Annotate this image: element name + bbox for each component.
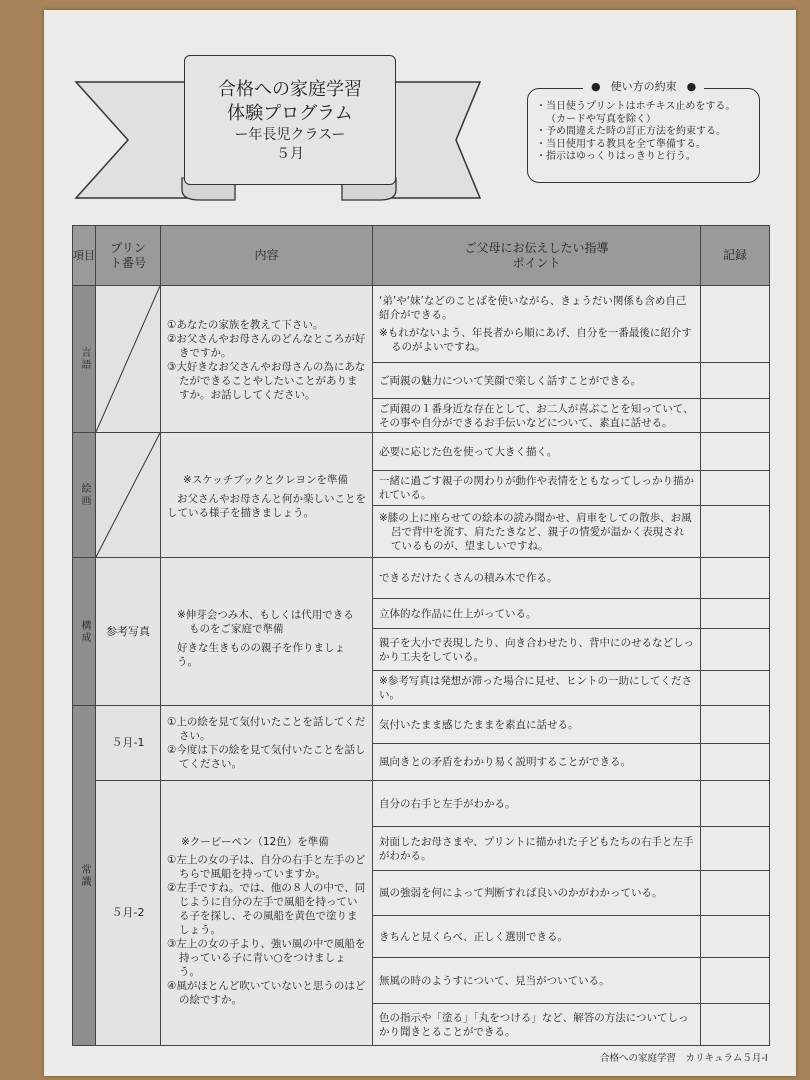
- record-cell[interactable]: [700, 557, 770, 599]
- print-no-drawing: [95, 432, 161, 558]
- content-item: ③大好きなお父さんやお母さんの為にあなたができることやしたいことがありますか。お話ししてください。: [167, 361, 366, 401]
- record-cell[interactable]: [700, 826, 770, 871]
- point-row: ご両親の魅力について笑顔で楽しく話すことができる。: [372, 362, 701, 399]
- record-cell[interactable]: [700, 780, 770, 827]
- point-text: ‘弟’や‘妹’などのことばを使いながら、きょうだい関係も含め自己紹介ができる。: [379, 295, 687, 321]
- content-item: ②お父さんやお母さんのどんなところが好きですか。: [167, 333, 366, 359]
- rule-item: （カードや写真を除く）: [546, 113, 656, 125]
- category-language: 言語: [72, 285, 96, 433]
- record-cell[interactable]: [700, 957, 770, 1004]
- title-line-3: ー年長児クラスー: [234, 126, 346, 143]
- record-cell[interactable]: [700, 870, 770, 916]
- record-cell[interactable]: [700, 362, 770, 399]
- point-row: 風の強弱を何によって判断すれば良いのかがわかっている。: [372, 870, 701, 916]
- point-row: 自分の右手と左手がわかる。: [372, 780, 701, 827]
- record-cell[interactable]: [700, 628, 770, 671]
- content-item: ①あなたの家族を教えて下さい。: [167, 319, 324, 331]
- point-row: 一緒に過ごす親子の関わりが動作や表情をともなってしっかり描かれている。: [372, 470, 701, 506]
- print-no-5-2: ５月-2: [95, 780, 161, 1046]
- category-common-sense: 常識: [72, 705, 96, 1046]
- print-no-5-1: ５月-1: [95, 705, 161, 781]
- record-cell[interactable]: [700, 705, 770, 744]
- point-row: 風向きとの矛盾をわかり易く説明することができる。: [372, 743, 701, 781]
- content-item: ③左上の女の子より、強い風の中で風船を持っている子に青い○をつけましょう。: [167, 938, 366, 978]
- record-cell[interactable]: [700, 670, 770, 706]
- page-footer: 合格への家庭学習 カリキュラム５月-Ⅰ: [600, 1053, 768, 1064]
- rule-item: ・当日使うプリントはホチキス止めをする。: [536, 101, 736, 112]
- point-row: 気付いたまま感じたままを素直に話せる。: [372, 705, 701, 744]
- point-row: 対面したお母さまや、プリントに描かれた子どもたちの右手と左手がわかる。: [372, 826, 701, 871]
- content-language: [160, 285, 373, 433]
- header-print-no: プリント番号: [95, 225, 161, 286]
- record-cell[interactable]: [700, 915, 770, 958]
- point-row: 親子を大小で表現したり、向き合わせたり、背中にのせるなどしっかり工夫をしている。: [372, 628, 701, 671]
- point-row: 色の指示や「塗る」「丸をつける」など、解答の方法についてしっかり聞きとることができる。: [372, 1003, 701, 1046]
- usage-rules-heading: [583, 81, 704, 94]
- content-5-2: [160, 780, 373, 1046]
- header-points: ご父母にお伝えしたい指導ポイント: [372, 225, 701, 286]
- content-drawing: [160, 432, 373, 558]
- preparation-note: ※伸芽会つみ木、もしくは代用できるものをご家庭で準備: [177, 609, 354, 635]
- header-category: 項目: [72, 225, 96, 286]
- bullet-icon: ●: [686, 80, 697, 93]
- rule-item: ・当日使用する教具を全て準備する。: [536, 138, 706, 150]
- record-cell[interactable]: [700, 398, 770, 433]
- header-content: 内容: [160, 225, 373, 286]
- content-item: ①上の絵を見て気付いたことを話してください。: [167, 716, 366, 742]
- content-item: お父さんやお母さんと何か楽しいことをしている様子を描きましょう。: [167, 493, 366, 519]
- print-no-construction: 参考写真: [95, 557, 161, 706]
- record-cell[interactable]: [700, 505, 770, 558]
- title-line-4: ５月: [276, 145, 304, 162]
- content-item: ②左手ですね。では、他の８人の中で、同じように自分の左手で風船を持っている子を探し、その風船を黄色で塗りましょう。: [167, 882, 366, 936]
- print-no-language: [95, 285, 161, 433]
- point-row: [372, 505, 701, 558]
- title-line-1: 合格への家庭学習: [218, 78, 362, 100]
- diagonal-slash: [96, 433, 161, 558]
- point-row: 立体的な作品に仕上がっている。: [372, 598, 701, 629]
- point-row: できるだけたくさんの積み木で作る。: [372, 557, 701, 599]
- point-row: 無風の時のようすについて、見当がついている。: [372, 957, 701, 1004]
- category-drawing: 絵画: [72, 432, 96, 558]
- usage-rules-title: 使い方の約束: [610, 80, 677, 93]
- diagonal-slash: [96, 286, 161, 433]
- record-cell[interactable]: [700, 598, 770, 629]
- point-row: 必要に応じた色を使って大きく描く。: [372, 432, 701, 471]
- point-note: ※膝の上に座らせての絵本の読み聞かせ、肩車をしての散歩、お風呂で背中を流す、肩たたきなど、親子の情愛が温かく表現されているものが、望ましいですね。: [379, 511, 692, 552]
- content-construction: [160, 557, 373, 706]
- category-construction: 構成: [72, 557, 96, 706]
- point-row: [372, 285, 701, 363]
- preparation-note: ※スケッチブックとクレヨンを準備: [183, 474, 349, 486]
- record-cell[interactable]: [700, 1003, 770, 1046]
- point-note: ※もれがないよう、年長者から順にあげ、自分を一番最後に紹介するのがよいですね。: [379, 327, 692, 353]
- content-item: ②今度は下の絵を見て気付いたことを話してください。: [167, 744, 366, 770]
- content-item: ④風がほとんど吹いていないと思うのはどの絵ですか。: [167, 980, 366, 1006]
- usage-rules-box: [527, 80, 760, 183]
- point-row: ご両親の１番身近な存在として、お二人が喜ぶことを知っていて、その事や自分ができるお手伝いなどについて、素直に話せる。: [372, 398, 701, 433]
- content-item: ①左上の女の子は、自分の右手と左手のどちらで風船を持っていますか。: [167, 854, 366, 880]
- record-cell[interactable]: [700, 285, 770, 363]
- point-row: きちんと見くらべ、正しく選別できる。: [372, 915, 701, 958]
- content-item: 好きな生きものの親子を作りましょう。: [177, 642, 345, 668]
- point-row: ※参考写真は発想が滞った場合に見せ、ヒントの一助にしてください。: [372, 670, 701, 706]
- record-cell[interactable]: [700, 743, 770, 781]
- title-banner: [184, 55, 396, 185]
- header-record: 記録: [700, 225, 770, 286]
- title-line-2: 体験プログラム: [227, 102, 353, 124]
- content-5-1: [160, 705, 373, 781]
- bullet-icon: ●: [591, 80, 601, 93]
- record-cell[interactable]: [700, 470, 770, 506]
- rule-item: ・指示はゆっくりはっきりと行う。: [536, 151, 696, 162]
- record-cell[interactable]: [700, 432, 770, 471]
- rule-item: ・予め間違えた時の訂正方法を約束する。: [536, 126, 726, 137]
- preparation-note: ※クーピーペン（12色）を準備: [181, 836, 329, 848]
